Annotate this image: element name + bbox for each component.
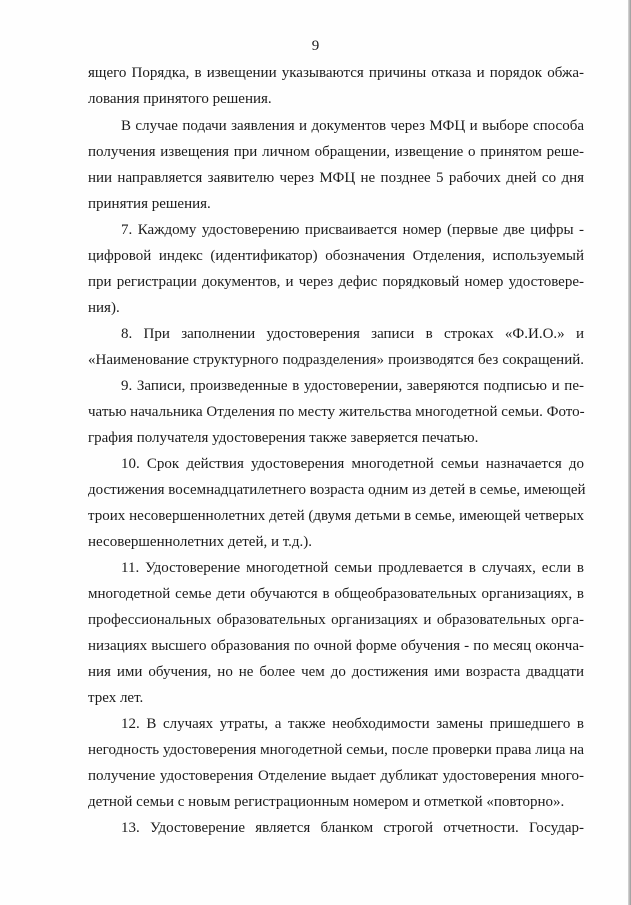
- text-line: лования принятого решения.: [88, 91, 272, 107]
- text-line: трех лет.: [88, 690, 144, 706]
- page-number: 9: [311, 38, 320, 54]
- text-line: троих несовершеннолетних детей (двумя детьми в семье, имеющей четверых: [88, 508, 584, 524]
- text-line: детной семьи с новым регистрационным номером и отметкой «повторно».: [88, 794, 565, 810]
- text-line: достижения восемнадцатилетнего возраста одним из детей в семье, имеющей: [88, 482, 586, 498]
- text-line: В случае подачи заявления и документов через МФЦ и выборе способа: [121, 118, 584, 134]
- text-line: ния).: [88, 300, 120, 316]
- text-line: ящего Порядка, в извещении указываются причины отказа и порядок обжа-: [88, 65, 584, 81]
- text-line: «Наименование структурного подразделения» производятся без сокращений.: [88, 352, 584, 368]
- text-line: несовершеннолетних детей, и т.д.).: [88, 534, 313, 550]
- text-line: цифровой индекс (идентификатор) обозначения Отделения, используемый: [88, 248, 584, 264]
- text-line: 8. При заполнении удостоверения записи в строках «Ф.И.О.» и: [121, 326, 584, 342]
- text-line: 11. Удостоверение многодетной семьи продлевается в случаях, если в: [121, 560, 584, 576]
- text-line: 12. В случаях утраты, а также необходимости замены пришедшего в: [121, 716, 584, 732]
- text-line: негодность удостоверения многодетной семьи, после проверки права лица на: [88, 742, 584, 758]
- text-line: ния ими обучения, но не более чем до достижения ими возраста двадцати: [88, 664, 584, 680]
- text-line: принятия решения.: [88, 196, 211, 212]
- text-line: 9. Записи, произведенные в удостоверении, заверяются подписью и пе-: [121, 378, 584, 394]
- text-line: при регистрации документов, и через дефис порядковый номер удостовере-: [88, 274, 584, 290]
- text-line: профессиональных образовательных организациях и образовательных орга-: [88, 612, 584, 628]
- text-line: 7. Каждому удостоверению присваивается номер (первые две цифры -: [121, 222, 584, 238]
- text-line: нии направляется заявителю через МФЦ не позднее 5 рабочих дней со дня: [88, 170, 584, 186]
- text-line: получение удостоверения Отделение выдает дубликат удостоверения много-: [88, 768, 584, 784]
- text-line: 10. Срок действия удостоверения многодетной семьи назначается до: [121, 456, 584, 472]
- text-line: чатью начальника Отделения по месту жительства многодетной семьи. Фото-: [88, 404, 585, 420]
- text-line: графия получателя удостоверения также заверяется печатью.: [88, 430, 479, 446]
- text-line: многодетной семье дети обучаются в общеобразовательных организациях, в: [88, 586, 584, 602]
- text-line: 13. Удостоверение является бланком строгой отчетности. Государ-: [121, 820, 584, 836]
- text-line: низациях высшего образования по очной форме обучения - по месяц оконча-: [88, 638, 584, 654]
- text-line: получения извещения при личном обращении, извещение о принятом реше-: [88, 144, 584, 160]
